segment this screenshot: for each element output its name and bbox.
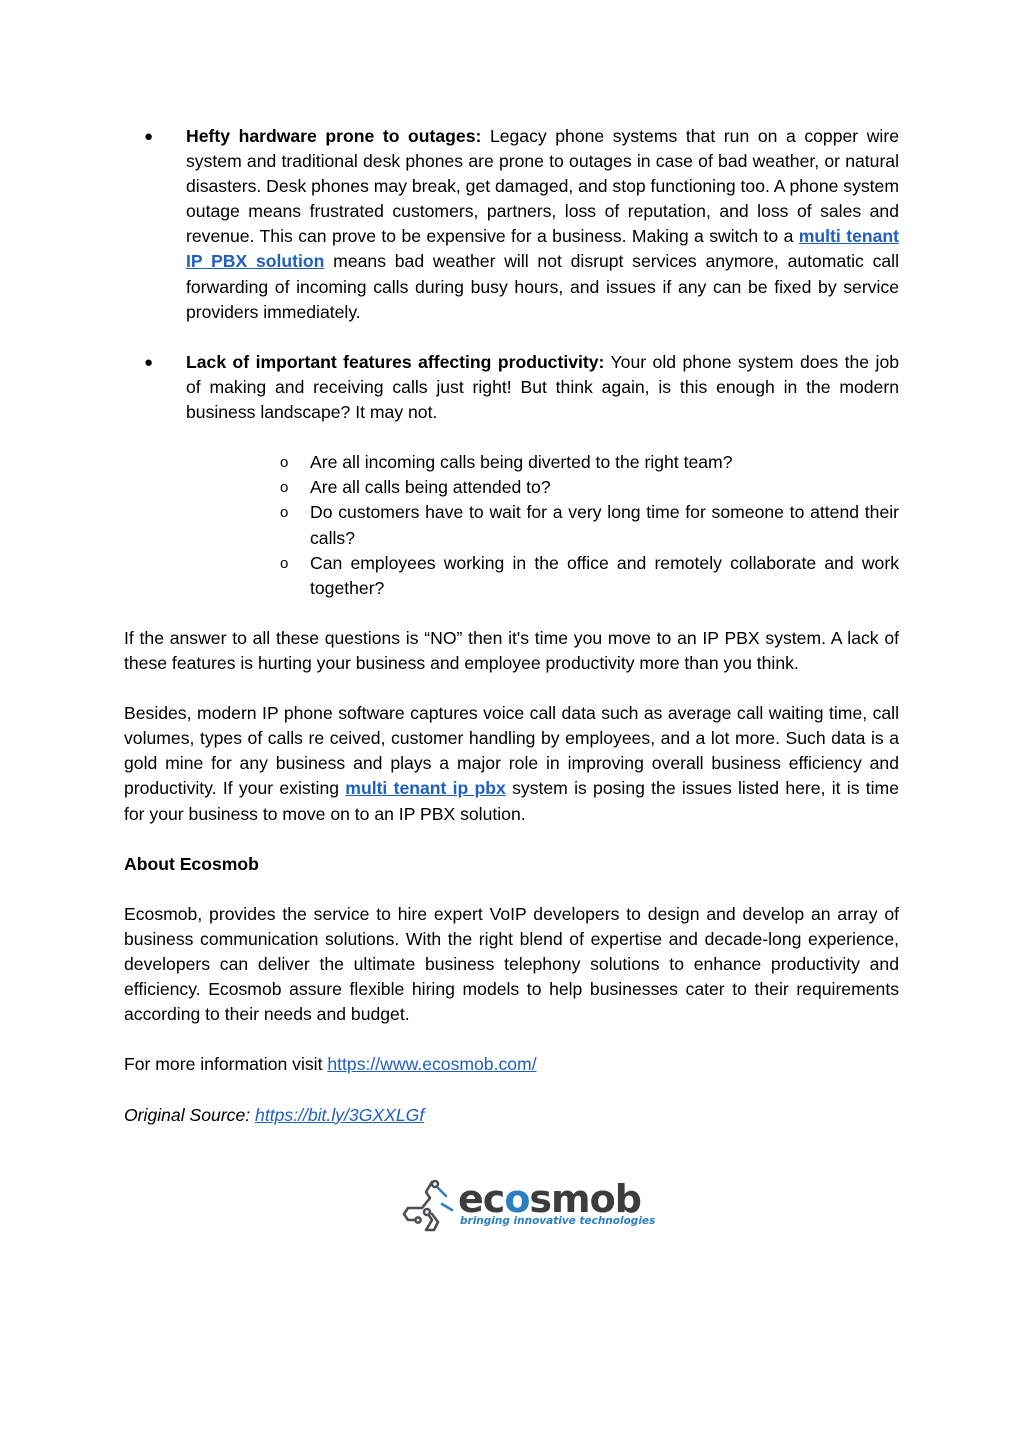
sub-bullet-marker: o [280,479,289,497]
bullet-text-continued: means bad weather will not disrupt services anymore, automatic call forwarding of incoming calls during busy hours, and issues if any can be fixed by service providers immediately. [186,251,900,322]
besides-paragraph [124,701,899,826]
sub-question-item [186,551,899,601]
bullet-item-features [124,350,899,601]
bullet-item-hardware [124,124,899,325]
bullet-marker: ● [144,353,154,371]
sub-question-item [186,475,899,500]
sub-question-item [186,450,899,475]
ecosmob-logo [402,1177,656,1236]
besides-text: Besides, modern IP phone software captures voice call data such as average call waiting time, call volumes, types of calls re ceived, customer handling by employees, and a lot more. Such data is a gold mine for any business and plays a major role in improving overall business efficiency and productivity. If your existing [124,703,899,799]
sub-question-list [186,450,899,601]
bullet-marker: ● [144,128,154,145]
bullet-paragraph [186,124,899,325]
about-heading-text: About Ecosmob [124,853,259,874]
sub-bullet-marker: o [280,454,289,472]
answer-paragraph: If the answer to all these questions is “NO” then it's time you move to an IP PBX system. A lack of these features is hurting your business and employee productivity more than you think. [124,627,899,673]
bullet-list [124,124,899,601]
bullet-text: Your old phone system does the job of making and receiving calls just right! But think again, is this enough in the modern business landscape? It may not. [186,351,900,423]
original-source-label: Original Source: [124,1104,256,1125]
document-body [124,124,899,1128]
sub-question-item [186,500,899,550]
multi-tenant-ip-pbx-link[interactable]: multi tenant ip pbx [345,778,506,799]
ecosmob-website-link[interactable]: https://www.ecosmob.com/ [327,1054,537,1075]
bullet-paragraph [186,350,899,425]
more-info-line [124,1052,899,1077]
bullet-text: Legacy phone systems that run on a copper wire system and traditional desk phones are prone to outages in case of bad weather, or natural disasters. Desk phones may break, get damaged, and stop functioning too. A phone system outage means frustrated customers, partners, loss of reputation, and loss of sales and revenue. This can prove to be expensive for a business. Making a switch to a [186,126,899,247]
about-paragraph: Ecosmob, provides the service to hire expert VoIP developers to design and develop an array of business communication solutions. With the right blend of expertise and decade-long experience, developers can deliver the ultimate business telephony solutions to enhance productivity and efficiency. Ecosmob assure flexible hiring models to help businesses cater to their requirements according to their needs and budget. [124,903,899,1025]
bullet-title: Hefty hardware prone to outages: [186,126,482,146]
logo-wordmark: ecosmob [458,1177,641,1221]
sub-question-text: Can employees working in the office and remotely collaborate and work together? [310,552,899,598]
bullet-title: Lack of important features affecting productivity: [186,351,605,372]
sub-question-text: Do customers have to wait for a very long time for someone to attend their calls? [310,502,899,548]
more-info-label: For more information visit [124,1054,328,1075]
sub-bullet-marker: o [280,504,289,522]
sub-question-text: Are all incoming calls being diverted to the right team? [310,452,733,473]
multi-tenant-ip-pbx-solution-link[interactable]: multi tenant IP PBX solution [186,226,899,272]
besides-text-continued: system is posing the issues listed here, it is time for your business to move on to an IP PBX solution. [124,778,899,824]
logo-tagline: bringing innovative technologies [460,1215,656,1227]
original-source-link[interactable]: https://bit.ly/3GXXLGf [255,1104,425,1125]
original-source-line [124,1103,899,1128]
sub-bullet-marker: o [280,554,289,572]
about-heading [124,852,899,877]
sub-question-text: Are all calls being attended to? [310,477,551,498]
circuit-x-icon [402,1178,458,1234]
